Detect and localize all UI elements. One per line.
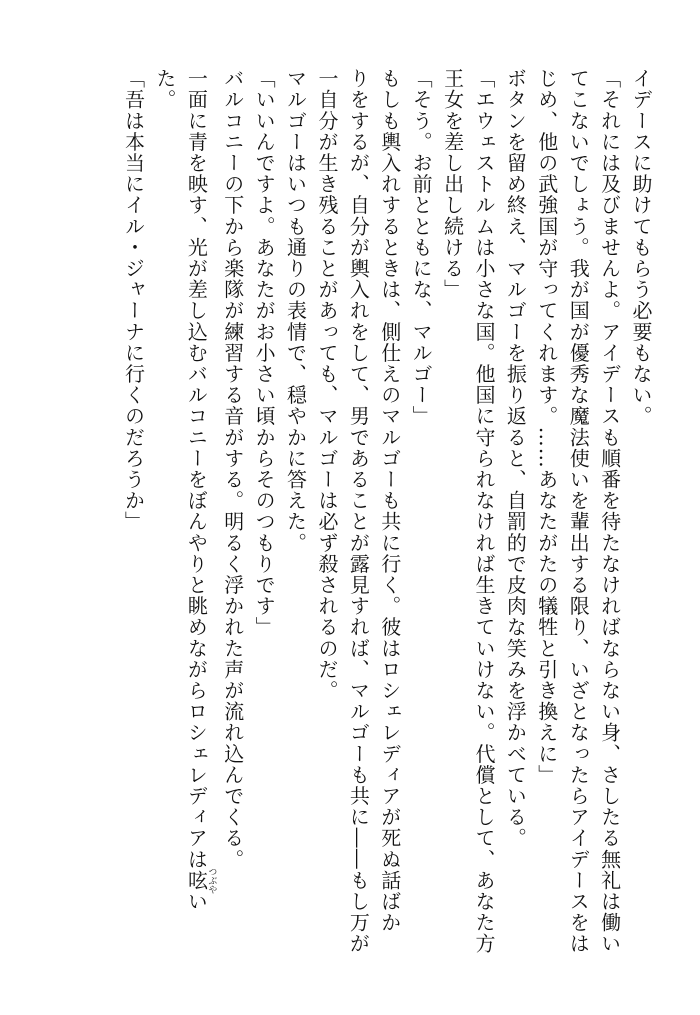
text-line: マルゴーはいつも通りの表情で、穏やかに答えた。 bbox=[283, 68, 308, 554]
text-line: 王女を差し出し続ける」 bbox=[440, 68, 465, 301]
text-line: てこないでしょう。我が国が優秀な魔法使いを輩出する限り、いざとなったらアイデースをは bbox=[566, 68, 591, 955]
text-line: 「いいんですよ。あなたがお小さい頃からそのつもりです」 bbox=[252, 68, 277, 638]
text-line: りをするが、自分が輿入れをして、男であることが露見すれば、マルゴーも共に――もし万が bbox=[346, 68, 371, 955]
text-line: ボタンを留め終え、マルゴーを振り返ると、自罰的で皮肉な笑みを浮かべている。 bbox=[503, 68, 528, 849]
ruby-annotation bbox=[184, 866, 217, 894]
ruby-reading: つぶや bbox=[206, 866, 217, 894]
text-line: た。 bbox=[152, 68, 177, 111]
text-line: じめ、他の武強国が守ってくれます。……あなたがたの犠牲と引き換えに」 bbox=[534, 68, 559, 786]
text-line-main: 一面に青を映す、光が差し込むバルコニーをぼんやりと眺めながらロシェレディアは bbox=[184, 68, 209, 870]
text-line: バルコニーの下から楽隊が練習する音がする。明るく浮かれた声が流れ込んでくる。 bbox=[220, 68, 245, 870]
vertical-text-body bbox=[117, 68, 656, 955]
text-line-with-ruby bbox=[180, 68, 216, 948]
text-line-end: い bbox=[184, 890, 209, 913]
text-line: 一自分が生き残ることがあっても、マルゴーは必ず殺されるのだ。 bbox=[314, 68, 339, 701]
text-line: 「吾は本当にイル・ジャーナに行くのだろうか」 bbox=[121, 68, 146, 533]
text-line: 「エウェストルムは小さな国。他国に守られなければ生きていけない。代償として、あなた方 bbox=[471, 68, 496, 955]
text-line: 「そう。お前とともにな、マルゴー」 bbox=[409, 68, 434, 427]
text-line: イデースに助けてもらう必要もない。 bbox=[629, 68, 653, 427]
text-line: もしも輿入れするときは、側仕えのマルゴーも共に行く。彼はロシェレディアが死ぬ話ばか bbox=[377, 68, 402, 934]
text-line: 「それには及びませんよ。アイデースも順番を待たなければならない身、さしたる無礼は働い bbox=[597, 68, 622, 955]
ruby-base: 呟 bbox=[184, 866, 209, 894]
